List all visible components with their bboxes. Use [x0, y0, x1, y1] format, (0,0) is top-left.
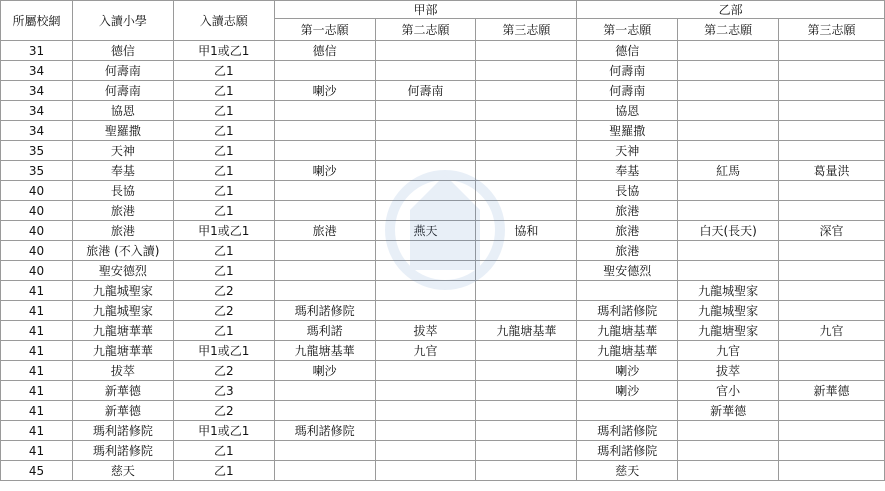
table-row — [1, 201, 885, 221]
primary-school-cell[interactable]: 拔萃 — [72, 361, 173, 381]
a-third-cell[interactable] — [476, 381, 577, 401]
school-net-cell[interactable]: 41 — [1, 281, 73, 301]
table-body — [1, 41, 885, 481]
choice-cell[interactable]: 乙1 — [173, 141, 274, 161]
b-first-cell[interactable]: 九龍塘基華 — [577, 341, 678, 361]
b-second-cell[interactable]: 紅馬 — [678, 161, 779, 181]
school-net-cell[interactable]: 34 — [1, 81, 73, 101]
a-third-cell[interactable] — [476, 401, 577, 421]
school-net-cell[interactable]: 34 — [1, 121, 73, 141]
a-third-cell[interactable]: 協和 — [476, 221, 577, 241]
school-net-cell[interactable]: 45 — [1, 461, 73, 481]
a-first-cell[interactable] — [274, 181, 375, 201]
a-second-cell[interactable] — [375, 441, 476, 461]
b-third-cell[interactable] — [779, 181, 885, 201]
b-second-cell[interactable] — [678, 441, 779, 461]
header-b-third[interactable]: 第三志願 — [779, 19, 885, 41]
header-group-a[interactable]: 甲部 — [274, 1, 577, 19]
b-first-cell[interactable] — [577, 401, 678, 421]
b-second-cell[interactable] — [678, 61, 779, 81]
a-first-cell[interactable] — [274, 381, 375, 401]
a-second-cell[interactable] — [375, 381, 476, 401]
b-third-cell[interactable]: 深官 — [779, 221, 885, 241]
a-third-cell[interactable] — [476, 421, 577, 441]
a-second-cell[interactable] — [375, 261, 476, 281]
primary-school-cell[interactable]: 何壽南 — [72, 81, 173, 101]
b-second-cell[interactable] — [678, 101, 779, 121]
table-row — [1, 281, 885, 301]
b-third-cell[interactable] — [779, 261, 885, 281]
primary-school-cell[interactable]: 九龍城聖家 — [72, 301, 173, 321]
table-row — [1, 401, 885, 421]
a-first-cell[interactable] — [274, 121, 375, 141]
header-a-second[interactable]: 第二志願 — [375, 19, 476, 41]
b-second-cell[interactable]: 新華德 — [678, 401, 779, 421]
school-net-cell[interactable]: 40 — [1, 201, 73, 221]
primary-school-cell[interactable]: 新華德 — [72, 381, 173, 401]
a-second-cell[interactable] — [375, 421, 476, 441]
a-first-cell[interactable]: 喇沙 — [274, 361, 375, 381]
b-first-cell[interactable]: 喇沙 — [577, 381, 678, 401]
b-third-cell[interactable] — [779, 41, 885, 61]
primary-school-cell[interactable]: 旅港 (不入讀) — [72, 241, 173, 261]
choice-cell[interactable]: 甲1或乙1 — [173, 341, 274, 361]
b-second-cell[interactable]: 九龍城聖家 — [678, 281, 779, 301]
a-first-cell[interactable]: 旅港 — [274, 221, 375, 241]
b-first-cell[interactable]: 何壽南 — [577, 61, 678, 81]
b-first-cell[interactable] — [577, 281, 678, 301]
choice-cell[interactable]: 甲1或乙1 — [173, 221, 274, 241]
a-first-cell[interactable] — [274, 401, 375, 421]
choice-cell[interactable]: 乙2 — [173, 361, 274, 381]
school-net-cell[interactable]: 40 — [1, 241, 73, 261]
table-row — [1, 241, 885, 261]
a-third-cell[interactable] — [476, 301, 577, 321]
b-second-cell[interactable] — [678, 241, 779, 261]
header-primary-school[interactable]: 入讀小學 — [72, 1, 173, 41]
table-row — [1, 461, 885, 481]
primary-school-cell[interactable]: 新華德 — [72, 401, 173, 421]
a-first-cell[interactable]: 九龍塘基華 — [274, 341, 375, 361]
b-first-cell[interactable]: 旅港 — [577, 221, 678, 241]
school-net-cell[interactable]: 41 — [1, 341, 73, 361]
header-school-net[interactable]: 所屬校網 — [1, 1, 73, 41]
primary-school-cell[interactable]: 何壽南 — [72, 61, 173, 81]
b-first-cell[interactable]: 慈天 — [577, 461, 678, 481]
a-third-cell[interactable] — [476, 441, 577, 461]
b-first-cell[interactable]: 喇沙 — [577, 361, 678, 381]
primary-school-cell[interactable]: 九龍城聖家 — [72, 281, 173, 301]
a-third-cell[interactable] — [476, 181, 577, 201]
b-third-cell[interactable]: 九官 — [779, 321, 885, 341]
a-first-cell[interactable]: 瑪利諾修院 — [274, 421, 375, 441]
b-third-cell[interactable] — [779, 341, 885, 361]
table-row — [1, 301, 885, 321]
school-net-cell[interactable]: 41 — [1, 401, 73, 421]
primary-school-cell[interactable]: 德信 — [72, 41, 173, 61]
a-first-cell[interactable] — [274, 461, 375, 481]
b-second-cell[interactable] — [678, 181, 779, 201]
b-first-cell[interactable]: 瑪利諾修院 — [577, 421, 678, 441]
a-second-cell[interactable] — [375, 401, 476, 421]
b-second-cell[interactable]: 官小 — [678, 381, 779, 401]
a-first-cell[interactable] — [274, 241, 375, 261]
b-second-cell[interactable] — [678, 421, 779, 441]
b-second-cell[interactable] — [678, 41, 779, 61]
a-first-cell[interactable] — [274, 281, 375, 301]
b-first-cell[interactable]: 奉基 — [577, 161, 678, 181]
a-second-cell[interactable] — [375, 101, 476, 121]
header-group-b[interactable]: 乙部 — [577, 1, 885, 19]
header-b-first[interactable]: 第一志願 — [577, 19, 678, 41]
header-a-first[interactable]: 第一志願 — [274, 19, 375, 41]
table-row — [1, 41, 885, 61]
b-third-cell[interactable] — [779, 241, 885, 261]
a-first-cell[interactable] — [274, 101, 375, 121]
choice-cell[interactable]: 乙2 — [173, 401, 274, 421]
a-second-cell[interactable]: 拔萃 — [375, 321, 476, 341]
choice-cell[interactable]: 乙1 — [173, 241, 274, 261]
b-second-cell[interactable]: 九龍城聖家 — [678, 301, 779, 321]
a-third-cell[interactable] — [476, 461, 577, 481]
school-net-cell[interactable]: 41 — [1, 361, 73, 381]
a-first-cell[interactable] — [274, 61, 375, 81]
b-third-cell[interactable] — [779, 121, 885, 141]
b-first-cell[interactable]: 九龍塘基華 — [577, 321, 678, 341]
a-second-cell[interactable] — [375, 141, 476, 161]
b-second-cell[interactable]: 九龍塘聖家 — [678, 321, 779, 341]
table-row — [1, 161, 885, 181]
a-second-cell[interactable] — [375, 161, 476, 181]
a-first-cell[interactable]: 瑪利諾 — [274, 321, 375, 341]
b-first-cell[interactable]: 長協 — [577, 181, 678, 201]
a-second-cell[interactable] — [375, 61, 476, 81]
table-row — [1, 381, 885, 401]
b-third-cell[interactable] — [779, 301, 885, 321]
table-row — [1, 81, 885, 101]
a-third-cell[interactable] — [476, 201, 577, 221]
school-net-cell[interactable]: 34 — [1, 61, 73, 81]
primary-school-cell[interactable]: 聖安德烈 — [72, 261, 173, 281]
b-first-cell[interactable]: 天神 — [577, 141, 678, 161]
b-second-cell[interactable] — [678, 261, 779, 281]
primary-school-cell[interactable]: 奉基 — [72, 161, 173, 181]
b-third-cell[interactable] — [779, 101, 885, 121]
a-third-cell[interactable] — [476, 81, 577, 101]
b-third-cell[interactable] — [779, 441, 885, 461]
table-row — [1, 441, 885, 461]
primary-school-cell[interactable]: 九龍塘華華 — [72, 341, 173, 361]
a-second-cell[interactable] — [375, 461, 476, 481]
table-row — [1, 361, 885, 381]
b-first-cell[interactable]: 何壽南 — [577, 81, 678, 101]
b-second-cell[interactable] — [678, 201, 779, 221]
a-third-cell[interactable] — [476, 101, 577, 121]
b-third-cell[interactable] — [779, 281, 885, 301]
a-second-cell[interactable] — [375, 361, 476, 381]
school-net-cell[interactable]: 35 — [1, 141, 73, 161]
a-second-cell[interactable] — [375, 241, 476, 261]
a-first-cell[interactable]: 喇沙 — [274, 161, 375, 181]
primary-school-cell[interactable]: 聖羅撒 — [72, 121, 173, 141]
primary-school-cell[interactable]: 協恩 — [72, 101, 173, 121]
table-row — [1, 261, 885, 281]
b-first-cell[interactable]: 旅港 — [577, 241, 678, 261]
school-net-cell[interactable]: 41 — [1, 301, 73, 321]
choice-cell[interactable]: 乙3 — [173, 381, 274, 401]
a-second-cell[interactable] — [375, 181, 476, 201]
table-row — [1, 341, 885, 361]
a-second-cell[interactable]: 燕天 — [375, 221, 476, 241]
b-first-cell[interactable]: 旅港 — [577, 201, 678, 221]
table-row — [1, 421, 885, 441]
a-third-cell[interactable] — [476, 341, 577, 361]
a-first-cell[interactable]: 瑪利諾修院 — [274, 301, 375, 321]
choice-cell[interactable]: 乙2 — [173, 281, 274, 301]
a-third-cell[interactable] — [476, 61, 577, 81]
a-second-cell[interactable] — [375, 281, 476, 301]
a-second-cell[interactable] — [375, 41, 476, 61]
b-second-cell[interactable] — [678, 461, 779, 481]
school-net-cell[interactable]: 41 — [1, 381, 73, 401]
a-third-cell[interactable] — [476, 241, 577, 261]
primary-school-cell[interactable]: 瑪利諾修院 — [72, 421, 173, 441]
school-net-cell[interactable]: 40 — [1, 181, 73, 201]
b-first-cell[interactable]: 瑪利諾修院 — [577, 441, 678, 461]
primary-school-cell[interactable]: 旅港 — [72, 201, 173, 221]
choice-cell[interactable]: 乙1 — [173, 181, 274, 201]
school-net-cell[interactable]: 31 — [1, 41, 73, 61]
b-first-cell[interactable]: 聖羅撒 — [577, 121, 678, 141]
b-third-cell[interactable] — [779, 141, 885, 161]
a-first-cell[interactable]: 德信 — [274, 41, 375, 61]
school-net-cell[interactable]: 41 — [1, 441, 73, 461]
table-row — [1, 181, 885, 201]
header-choice[interactable]: 入讀志願 — [173, 1, 274, 41]
choice-cell[interactable]: 甲1或乙1 — [173, 41, 274, 61]
primary-school-cell[interactable]: 慈天 — [72, 461, 173, 481]
a-second-cell[interactable] — [375, 121, 476, 141]
b-third-cell[interactable] — [779, 61, 885, 81]
a-first-cell[interactable] — [274, 441, 375, 461]
school-net-cell[interactable]: 41 — [1, 321, 73, 341]
choice-cell[interactable]: 乙1 — [173, 201, 274, 221]
primary-school-cell[interactable]: 瑪利諾修院 — [72, 441, 173, 461]
a-third-cell[interactable] — [476, 161, 577, 181]
school-net-cell[interactable]: 40 — [1, 261, 73, 281]
b-first-cell[interactable]: 瑪利諾修院 — [577, 301, 678, 321]
choice-cell[interactable]: 乙1 — [173, 121, 274, 141]
table-row — [1, 61, 885, 81]
school-net-cell[interactable]: 35 — [1, 161, 73, 181]
choice-cell[interactable]: 乙1 — [173, 441, 274, 461]
choice-cell[interactable]: 甲1或乙1 — [173, 421, 274, 441]
b-second-cell[interactable] — [678, 141, 779, 161]
a-third-cell[interactable] — [476, 141, 577, 161]
school-net-cell[interactable]: 40 — [1, 221, 73, 241]
choice-cell[interactable]: 乙1 — [173, 461, 274, 481]
table-row — [1, 101, 885, 121]
table-row — [1, 221, 885, 241]
primary-school-cell[interactable]: 九龍塘華華 — [72, 321, 173, 341]
a-third-cell[interactable] — [476, 261, 577, 281]
b-third-cell[interactable] — [779, 401, 885, 421]
b-third-cell[interactable]: 新華德 — [779, 381, 885, 401]
a-third-cell[interactable] — [476, 121, 577, 141]
choice-cell[interactable]: 乙1 — [173, 101, 274, 121]
b-second-cell[interactable] — [678, 121, 779, 141]
b-first-cell[interactable]: 聖安德烈 — [577, 261, 678, 281]
a-second-cell[interactable] — [375, 301, 476, 321]
header-b-second[interactable]: 第二志願 — [678, 19, 779, 41]
a-first-cell[interactable] — [274, 141, 375, 161]
a-second-cell[interactable]: 九官 — [375, 341, 476, 361]
b-second-cell[interactable]: 拔萃 — [678, 361, 779, 381]
choice-cell[interactable]: 乙1 — [173, 321, 274, 341]
a-first-cell[interactable] — [274, 261, 375, 281]
b-third-cell[interactable] — [779, 81, 885, 101]
table-row — [1, 141, 885, 161]
a-third-cell[interactable] — [476, 361, 577, 381]
a-first-cell[interactable]: 喇沙 — [274, 81, 375, 101]
b-third-cell[interactable] — [779, 461, 885, 481]
b-first-cell[interactable]: 協恩 — [577, 101, 678, 121]
primary-school-cell[interactable]: 長協 — [72, 181, 173, 201]
choice-cell[interactable]: 乙2 — [173, 301, 274, 321]
school-net-cell[interactable]: 41 — [1, 421, 73, 441]
choice-cell[interactable]: 乙1 — [173, 261, 274, 281]
header-a-third[interactable]: 第三志願 — [476, 19, 577, 41]
b-second-cell[interactable] — [678, 81, 779, 101]
a-second-cell[interactable] — [375, 201, 476, 221]
school-net-cell[interactable]: 34 — [1, 101, 73, 121]
b-third-cell[interactable] — [779, 421, 885, 441]
table-row — [1, 121, 885, 141]
choice-cell[interactable]: 乙1 — [173, 61, 274, 81]
choice-cell[interactable]: 乙1 — [173, 161, 274, 181]
primary-school-cell[interactable]: 旅港 — [72, 221, 173, 241]
a-second-cell[interactable]: 何壽南 — [375, 81, 476, 101]
b-second-cell[interactable]: 九官 — [678, 341, 779, 361]
a-third-cell[interactable] — [476, 41, 577, 61]
b-first-cell[interactable]: 德信 — [577, 41, 678, 61]
a-third-cell[interactable] — [476, 281, 577, 301]
b-second-cell[interactable]: 白天(長天) — [678, 221, 779, 241]
b-third-cell[interactable] — [779, 361, 885, 381]
primary-school-cell[interactable]: 天神 — [72, 141, 173, 161]
table-row — [1, 321, 885, 341]
a-third-cell[interactable]: 九龍塘基華 — [476, 321, 577, 341]
choice-cell[interactable]: 乙1 — [173, 81, 274, 101]
a-first-cell[interactable] — [274, 201, 375, 221]
b-third-cell[interactable] — [779, 201, 885, 221]
b-third-cell[interactable]: 葛量洪 — [779, 161, 885, 181]
